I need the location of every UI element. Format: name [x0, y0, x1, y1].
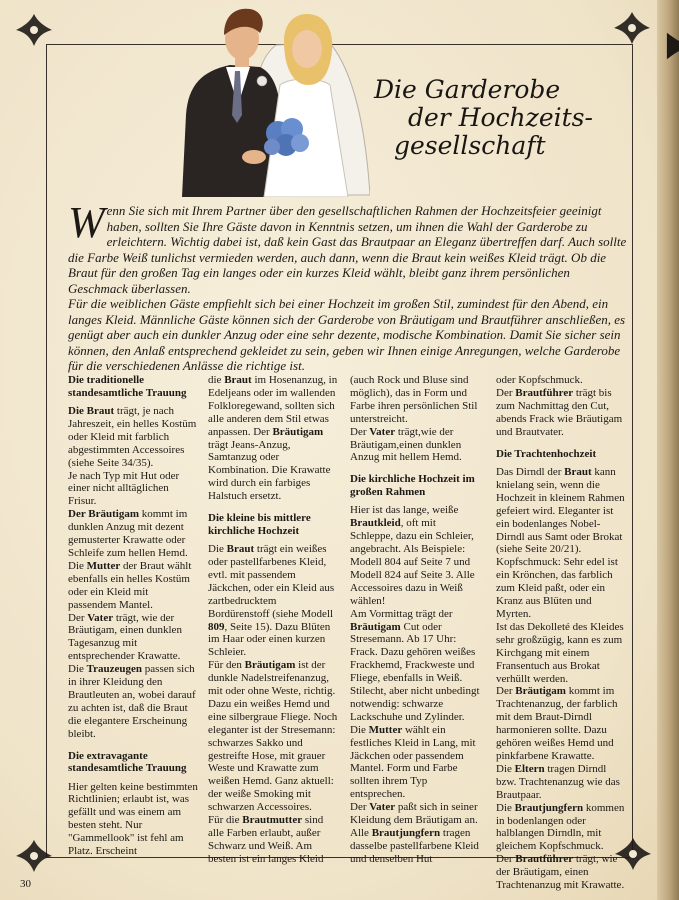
- body-text: sind alle Farben erlaubt, außer Schwarz und Weiß. Am besten ist ein langes Kleid: [208, 814, 324, 865]
- keyword: Brautjungfern: [371, 827, 441, 839]
- title-line: der Hochzeits-: [408, 103, 593, 132]
- keyword: Bräutigam: [515, 685, 566, 698]
- keyword: Die Braut: [68, 405, 115, 417]
- body-text: Je nach Typ mit Hut oder einer nicht alltäglichen Frisur.: [68, 469, 180, 508]
- body-text: Der: [496, 685, 516, 698]
- body-text: Die: [68, 559, 87, 572]
- body-text: passen sich in ihrer Kleidung den Brautleuten an, wobei darauf zu achten ist, daß die Braut die elegantere Erscheinung bleibt.: [68, 663, 196, 740]
- body-text: kommt im dunklen Anzug mit dezent gemusterter Krawatte oder Schleife zum hellen Hemd.: [68, 508, 188, 559]
- body-text: Der: [496, 386, 516, 399]
- body-text: der Braut wählt ebenfalls ein helles Kostüm oder ein Kleid mit passendem Mantel.: [68, 559, 192, 611]
- keyword: Bräutigam: [272, 425, 324, 438]
- body-text: Die: [68, 663, 87, 676]
- body-text: Die: [208, 543, 227, 556]
- section-heading: Die kleine bis mittlere kirchliche Hochzeit: [208, 512, 311, 537]
- body-text: Die: [496, 801, 515, 814]
- body-text: Ist das Dekolleté des Kleides sehr großzügig, kann es zum Kirchgang mit einem Fransentuch aus Brokat verhüllt werden.: [496, 620, 624, 685]
- body-text: tragen Dirndl bzw. Trachtenanzug wie das Brautpaar.: [496, 762, 620, 801]
- body-text: Für den: [208, 659, 245, 672]
- intro-text: enn Sie sich mit Ihrem Partner über den gesellschaftlichen Rahmen der Hochzeitsfeier geeinigt haben, sollten Sie Ihre Gäste davon in Kenntnis setzen, um ihnen die Wahl der Garderobe zu erleichtern. Wichtig dabei ist, daß kein Gast das Brautpaar an Eleganz übertreffen darf. Auch sollte die Farbe Weiß tunlichst vermieden werden, auch dann, wenn die Braut kein weißes Kleid trägt. Ob die Braut für den großen Tag ein langes oder ein kurzes Kleid wählt, bleibt ganz ihrem persönlichen Geschmack überlassen.: [68, 203, 627, 296]
- body-text: (auch Rock und Bluse sind möglich), das in Form und Farbe ihren persönlichen Stil unterstreicht.: [350, 374, 478, 425]
- corner-ornament-icon: [12, 836, 56, 880]
- body-text: Hier ist das lange, weiße: [350, 504, 459, 517]
- keyword: Eltern: [514, 762, 545, 775]
- keyword: Bräutigam: [350, 620, 401, 633]
- body-text: trägt Jeans-Anzug, Samtanzug oder Kombination. Die Krawatte wird durch ein farbiges Halstuch ersetzt.: [208, 438, 331, 503]
- body-text: kommt im Trachtenanzug, der farblich mit dem Braut-Dirndl harmonieren sollte. Dazu gehören weißes Hemd und pinkfarbene Krawatte.: [496, 685, 618, 762]
- body-text: trägt, wie der Bräutigam, einen dunklen Tagesanzug mit entsprechender Krawatte.: [68, 611, 182, 663]
- body-text: , oft mit Schleppe, dazu ein Schleier, angebracht. Als Beispiele: Modell 804 auf Seite 7 und Modell 824 auf Seite 3. Alle Accessoires dazu in Weiß wählen!: [350, 517, 475, 607]
- keyword: Braut: [224, 374, 252, 386]
- body-text: Für die: [208, 814, 243, 827]
- keyword: Der Bräutigam: [68, 508, 139, 521]
- body-text: trägt,wie der Bräutigam,einen dunklen Anzug mit hellem Hemd.: [350, 425, 462, 464]
- body-text: im Hosenanzug, in Edeljeans oder im wallenden Folkloregewand, sollten sich alle anderen dem Stil etwas anpassen. Der: [208, 374, 338, 438]
- page-title: [368, 76, 608, 160]
- page-number: 30: [20, 878, 31, 890]
- keyword: Vater: [369, 425, 396, 438]
- text-column-3: [350, 374, 480, 866]
- section-heading: Die kirchliche Hochzeit im großen Rahmen: [350, 473, 475, 498]
- body-text: trägt, wie der Bräutigam, einen Trachtenanzug mit Krawatte.: [496, 853, 625, 892]
- body-text: Der: [68, 611, 88, 624]
- corner-ornament-icon: [657, 24, 679, 64]
- keyword: Braut: [226, 543, 255, 556]
- keyword: Bräutigam: [244, 659, 296, 672]
- bridal-couple-illustration: [180, 5, 370, 197]
- body-text: trägt, je nach Jahreszeit, ein helles Kostüm oder Kleid mit farblich abgestimmten Accessoires (siehe Seite 34/35).: [68, 405, 197, 469]
- title-line: gesellschaft: [394, 131, 546, 160]
- keyword: Brautführer: [515, 386, 574, 399]
- body-text: kann knielang sein, wenn die Hochzeit in kleinem Rahmen gefeiert wird. Eleganter ist ein bodenlanges Nobel-Dirndl aus Samt oder Brokat (siehe Seite 20/21). Kopfschmuck: Sehr edel ist ein Krönchen, das farblich zum Kleid paßt, oder ein Kranz aus Blüten und Myrten.: [496, 466, 625, 620]
- corner-ornament-icon: [610, 8, 654, 52]
- section-heading: Die traditionelle standesamtliche Trauung: [68, 374, 187, 399]
- keyword: Brautmutter: [242, 814, 303, 827]
- body-text: Der: [496, 853, 516, 866]
- keyword: Vater: [87, 611, 114, 624]
- keyword: Mutter: [86, 559, 121, 572]
- keyword: Mutter: [368, 723, 403, 736]
- body-text: die: [208, 374, 225, 386]
- section-heading: Die Trachtenhochzeit: [496, 447, 597, 460]
- body-text: paßt sich in seiner Kleidung dem Bräutigam an.: [350, 801, 478, 827]
- title-line: Die Garderobe: [374, 75, 561, 104]
- body-text: Am Vormittag trägt der: [350, 607, 453, 620]
- keyword: 809: [208, 620, 225, 633]
- page-edge: [657, 0, 679, 900]
- section-heading: Die extravagante standesamtliche Trauung: [68, 749, 187, 775]
- body-text: tragen dasselbe pastellfarbene Kleid und denselben Hut: [350, 827, 479, 865]
- keyword: Brautkleid: [350, 517, 401, 530]
- body-text: kommen in bodenlangen oder halblangen Dirndln, mit gleichem Kopfschmuck.: [496, 801, 625, 853]
- keyword: Braut: [564, 466, 592, 479]
- body-text: ist der dunkle Nadelstreifenanzug, mit oder ohne Weste, richtig. Dazu ein weißes Hemd und eine silbergraue Fliege. Noch eleganter ist der Stresemann: schwarzes Sakko und gestreifte Hose, mit grauer Weste und Krawatte zum weißen Hemd. Ganz aktuell: der weiße Smoking mit schwarzen Accessoires.: [208, 659, 338, 814]
- text-column-4: [496, 374, 626, 892]
- keyword: Vater: [369, 801, 396, 814]
- body-text: Das Dirndl der: [496, 466, 565, 479]
- body-text: Der: [350, 425, 370, 438]
- keyword: Brautführer: [515, 853, 574, 866]
- keyword: Trauzeugen: [86, 663, 143, 676]
- body-text: Hier gelten keine bestimmten Richtlinien; erlaubt ist, was gefällt und was einem am besten steht. Nur "Gammellook" ist fehl am Platz. Erscheint: [68, 780, 198, 858]
- body-text: Alle: [350, 827, 372, 839]
- body-text: trägt ein weißes oder pastellfarbenes Kleid, evtl. mit passendem Jäckchen, oder ein Kleid aus zartbedrucktem Bordürenstoff (siehe Modell: [208, 543, 335, 620]
- text-column-2: [208, 374, 338, 866]
- body-text: wählt ein festliches Kleid in Lang, mit Jäckchen oder passendem Mantel. Form und Farbe sollten ihrem Typ entsprechen.: [350, 723, 476, 801]
- drop-cap: W: [68, 198, 105, 247]
- body-text: oder Kopfschmuck.: [496, 374, 583, 386]
- body-text: trägt bis zum Nachmittag den Cut, abends Frack wie Bräutigam und Brautvater.: [496, 386, 623, 438]
- body-text: Der: [350, 801, 370, 814]
- text-column-1: [68, 374, 198, 858]
- intro-text: Für die weiblichen Gäste empfiehlt sich bei einer Hochzeit im großen Stil, zumindest für den Abend, ein langes Kleid. Männliche Gäste können sich der Garderobe von Bräutigam und Brautführer anschließen, es genügt aber auch ein dunkler Anzug oder eine sehr dezente, modische Kombination. Damit Sie sicher sein können, den Anlaß entsprechend gekleidet zu sein, geben wir Ihnen einige Anregungen, welche Garderobe für die verschiedenen Anlässe die richtige ist.: [68, 296, 626, 373]
- keyword: Brautjungfern: [514, 801, 584, 814]
- body-text: Die: [496, 762, 515, 775]
- body-text: , Seite 15). Dazu Blüten im Haar oder einen kurzen Schleier.: [208, 620, 331, 659]
- body-text: Cut oder Stresemann. Ab 17 Uhr: Frack. Dazu gehören weißes Frackhemd, Frackweste und Fliege, ebenfalls in Weiß. Stilecht, aber nicht unbedingt notwendig: schwarze Lackschuhe und Zylinder.: [350, 620, 480, 723]
- body-text: Die: [350, 723, 369, 736]
- intro-paragraph: [68, 198, 628, 374]
- corner-ornament-icon: [12, 10, 56, 54]
